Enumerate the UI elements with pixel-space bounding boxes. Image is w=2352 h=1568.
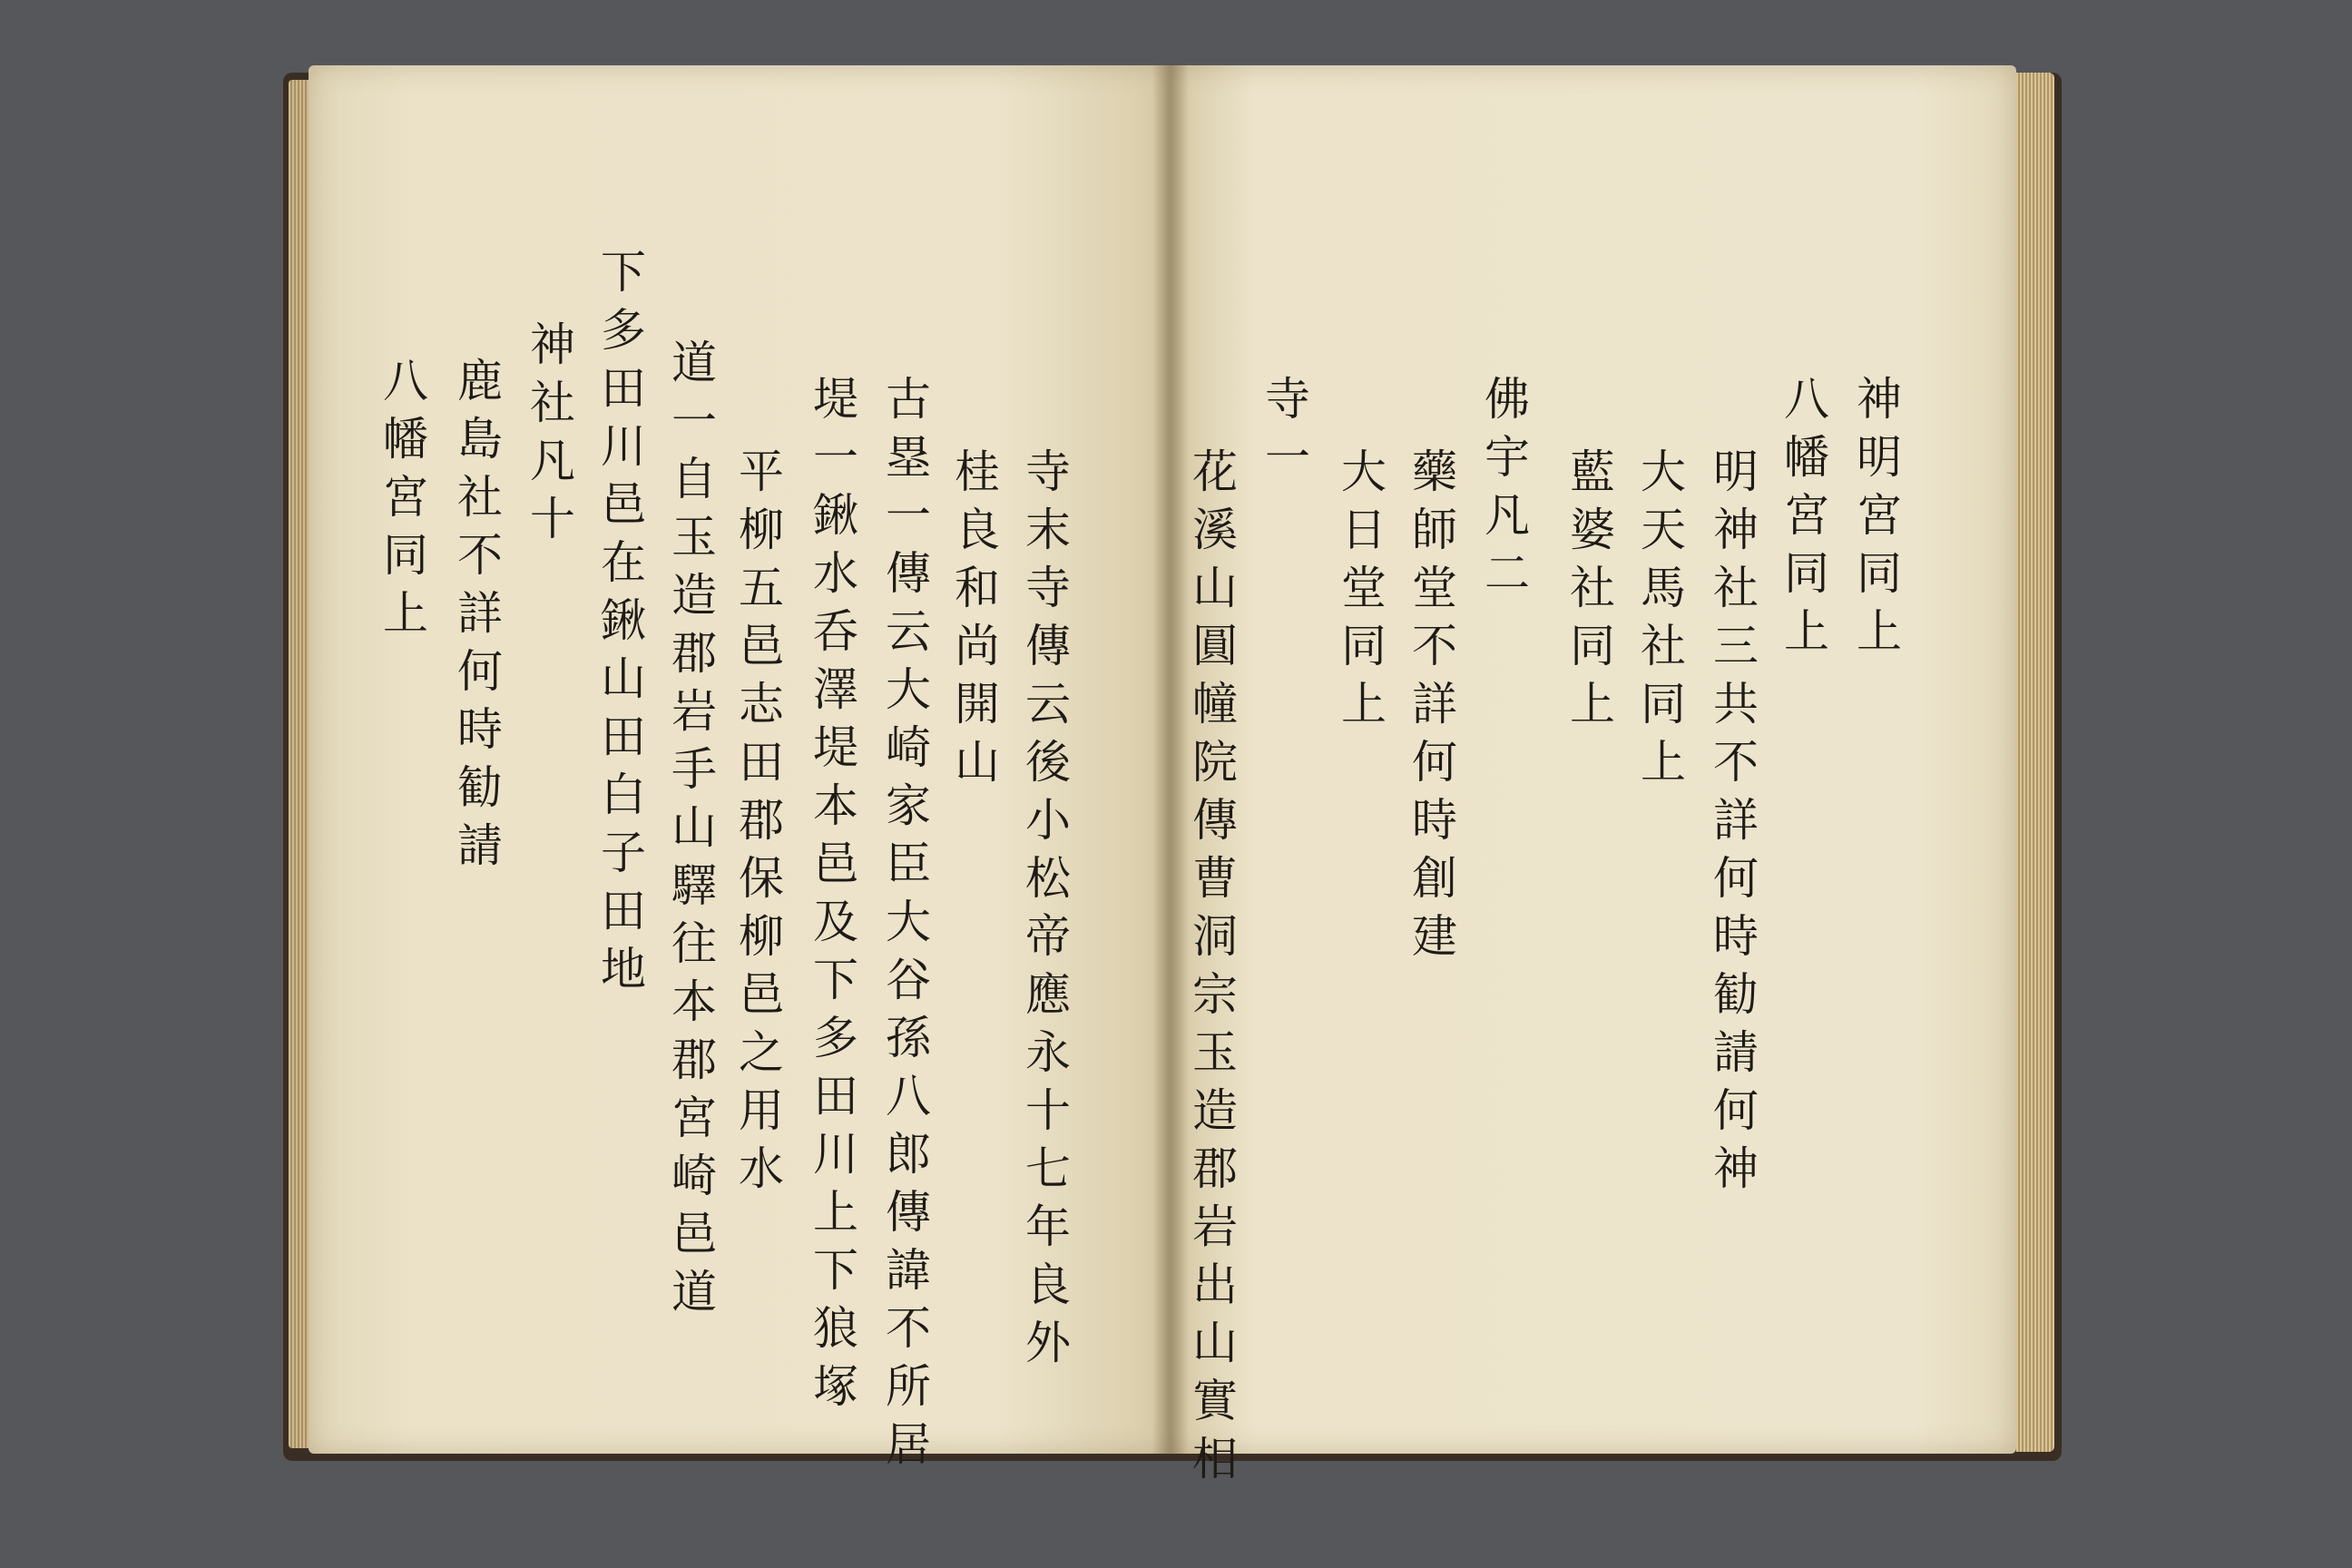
text-char: 上 — [1341, 678, 1387, 730]
text-char: 何 — [1713, 852, 1759, 905]
text-char: 島 — [457, 413, 503, 466]
text-char: 往 — [671, 917, 717, 970]
text-char: 同 — [1784, 547, 1829, 600]
text-char: 田 — [601, 710, 646, 763]
text-char: 永 — [1025, 1026, 1071, 1079]
text-char: 田 — [739, 736, 784, 789]
text-char: 郡 — [671, 627, 717, 680]
text-char: 白 — [601, 769, 646, 821]
text-char: 邑 — [671, 1208, 717, 1260]
text-char: 云 — [886, 605, 931, 658]
text-char: 時 — [1412, 794, 1457, 847]
text-char: 幢 — [1192, 678, 1238, 730]
text-char: 邑 — [739, 620, 784, 672]
text-char: 下 — [813, 1244, 858, 1297]
text-char: 三 — [1713, 620, 1759, 672]
left-page-column — [662, 334, 726, 1321]
text-char: 堤 — [813, 373, 858, 426]
text-char: 手 — [671, 743, 717, 796]
text-char: 幡 — [1784, 431, 1829, 484]
text-char: 洞 — [1192, 910, 1238, 963]
text-char: 上 — [1570, 678, 1615, 730]
text-char: 後 — [1025, 736, 1071, 789]
text-char: 堤 — [813, 721, 858, 774]
book-gutter — [1152, 65, 1189, 1454]
right-page-column — [1704, 443, 1768, 1198]
left-page-column — [804, 370, 867, 1416]
text-char: 孫 — [886, 1012, 931, 1064]
text-char: 帝 — [1025, 910, 1071, 963]
text-char: 同 — [1857, 547, 1902, 600]
text-char: 古 — [886, 373, 931, 426]
text-char: 一 — [1265, 431, 1310, 484]
text-char: 堂 — [1341, 562, 1387, 614]
text-char: 尚 — [955, 620, 1000, 672]
text-char: 建 — [1412, 910, 1457, 963]
text-char: 不 — [886, 1302, 931, 1355]
text-char: 上 — [813, 1186, 858, 1239]
text-char: 大 — [886, 896, 931, 948]
text-char: 同 — [383, 529, 428, 582]
right-page-column — [1256, 370, 1319, 486]
text-char: 傳 — [886, 1186, 931, 1239]
text-char: 明 — [1857, 431, 1902, 484]
text-char: 道 — [671, 337, 717, 389]
text-char: 川 — [601, 420, 646, 473]
text-char: 年 — [1025, 1200, 1071, 1253]
text-char: 婆 — [1570, 504, 1615, 556]
text-char: 自 — [671, 453, 717, 505]
text-char: 郡 — [1192, 1142, 1238, 1195]
text-char: 上 — [1784, 605, 1829, 658]
left-page-column — [592, 243, 655, 998]
text-char: 溪 — [1192, 504, 1238, 556]
text-char: 不 — [457, 529, 503, 582]
text-char: 寺 — [1265, 373, 1310, 426]
text-char: 明 — [1713, 446, 1759, 498]
text-char: 請 — [1713, 1026, 1759, 1079]
text-char: 藍 — [1570, 446, 1615, 498]
text-char: 詳 — [1713, 794, 1759, 847]
left-page-column — [521, 316, 584, 548]
text-char: 造 — [1192, 1084, 1238, 1137]
text-char: 柳 — [739, 504, 784, 556]
right-page-column — [1847, 370, 1911, 661]
left-page-column — [946, 443, 1009, 791]
text-char: 小 — [1025, 794, 1071, 847]
text-char: 澤 — [813, 663, 858, 716]
text-char: 同 — [1570, 620, 1615, 672]
text-char: 郡 — [671, 1034, 717, 1086]
text-char: 志 — [739, 678, 784, 730]
text-char: 十 — [530, 493, 575, 545]
text-char: 創 — [1412, 852, 1457, 905]
text-char: 郡 — [739, 794, 784, 847]
text-char: 之 — [739, 1026, 784, 1079]
text-char: 良 — [1025, 1259, 1071, 1311]
text-char: 何 — [457, 645, 503, 698]
text-char: 山 — [1192, 562, 1238, 614]
right-page-edges — [2016, 73, 2054, 1452]
text-char: 詳 — [1412, 678, 1457, 730]
text-char: 同 — [1641, 678, 1686, 730]
text-char: 不 — [1412, 620, 1457, 672]
text-char: 八 — [383, 355, 428, 407]
right-page-column — [1632, 443, 1695, 791]
text-char: 田 — [601, 885, 646, 937]
text-char: 上 — [1641, 736, 1686, 789]
text-char: 所 — [886, 1360, 931, 1413]
right-page-column — [1183, 443, 1247, 1488]
text-char: 一 — [813, 431, 858, 484]
text-char: 子 — [601, 827, 646, 879]
left-page — [309, 65, 1169, 1471]
text-char: 大 — [886, 663, 931, 716]
text-char: 邑 — [813, 838, 858, 890]
text-char: 一 — [671, 395, 717, 447]
text-char: 寺 — [1025, 446, 1071, 498]
text-char: 圓 — [1192, 620, 1238, 672]
text-char: 曹 — [1192, 852, 1238, 905]
text-char: 十 — [1025, 1084, 1071, 1137]
text-char: 鹿 — [457, 355, 503, 407]
text-char: 相 — [1192, 1433, 1238, 1485]
left-page-column — [374, 352, 437, 642]
text-char: 末 — [1025, 504, 1071, 556]
text-char: 何 — [1412, 736, 1457, 789]
left-page-column — [730, 443, 793, 1198]
text-char: 下 — [601, 246, 646, 299]
text-char: 日 — [1341, 504, 1387, 556]
right-page-column — [1775, 370, 1838, 661]
text-char: 狼 — [813, 1302, 858, 1355]
text-char: 邑 — [601, 478, 646, 531]
text-char: 凡 — [530, 435, 575, 487]
text-char: 地 — [601, 943, 646, 995]
text-char: 諱 — [886, 1244, 931, 1297]
text-char: 山 — [671, 801, 717, 854]
text-char: 多 — [601, 304, 646, 357]
text-char: 岩 — [671, 685, 717, 738]
text-char: 傳 — [1025, 620, 1071, 672]
text-char: 七 — [1025, 1142, 1071, 1195]
text-char: 天 — [1641, 504, 1686, 556]
text-char: 宇 — [1485, 431, 1530, 484]
right-page-column — [1332, 443, 1396, 733]
right-page — [1169, 65, 2016, 1485]
text-char: 和 — [955, 562, 1000, 614]
text-char: 桂 — [955, 446, 1000, 498]
text-char: 臣 — [886, 838, 931, 890]
text-char: 馬 — [1641, 562, 1686, 614]
right-page-column — [1475, 370, 1539, 603]
text-char: 神 — [530, 318, 575, 371]
text-char: 鍬 — [601, 594, 646, 647]
text-char: 保 — [739, 852, 784, 905]
text-char: 宗 — [1192, 968, 1238, 1021]
text-char: 在 — [601, 536, 646, 589]
text-char: 宮 — [383, 471, 428, 524]
text-char: 本 — [813, 779, 858, 832]
text-char: 家 — [886, 779, 931, 832]
text-char: 柳 — [739, 910, 784, 963]
text-char: 宮 — [1784, 489, 1829, 542]
text-char: 傳 — [886, 547, 931, 600]
text-char: 玉 — [671, 511, 717, 564]
text-char: 請 — [457, 819, 503, 872]
text-char: 外 — [1025, 1317, 1071, 1369]
text-char: 川 — [813, 1128, 858, 1181]
text-char: 山 — [955, 736, 1000, 789]
text-char: 勧 — [1713, 968, 1759, 1021]
text-char: 田 — [813, 1070, 858, 1122]
text-char: 山 — [601, 652, 646, 705]
text-char: 開 — [955, 678, 1000, 730]
text-char: 良 — [955, 504, 1000, 556]
text-char: 郎 — [886, 1128, 931, 1181]
text-char: 凡 — [1485, 489, 1530, 542]
text-char: 玉 — [1192, 1026, 1238, 1079]
text-char: 大 — [1641, 446, 1686, 498]
text-char: 一 — [886, 489, 931, 542]
text-char: 塁 — [886, 431, 931, 484]
text-char: 同 — [1341, 620, 1387, 672]
text-char: 社 — [457, 471, 503, 524]
text-char: 鍬 — [813, 489, 858, 542]
text-char: 神 — [1857, 373, 1902, 426]
text-char: 神 — [1713, 504, 1759, 556]
text-char: 造 — [671, 569, 717, 622]
text-char: 塚 — [813, 1360, 858, 1413]
text-char: 崎 — [886, 721, 931, 774]
text-char: 何 — [1713, 1084, 1759, 1137]
text-char: 八 — [886, 1070, 931, 1122]
text-char: 居 — [886, 1418, 931, 1471]
text-char: 松 — [1025, 852, 1071, 905]
text-char: 社 — [1570, 562, 1615, 614]
text-char: 藥 — [1412, 446, 1457, 498]
text-char: 實 — [1192, 1375, 1238, 1427]
text-char: 下 — [813, 954, 858, 1006]
text-char: 院 — [1192, 736, 1238, 789]
text-char: 山 — [1192, 1317, 1238, 1369]
text-char: 及 — [813, 896, 858, 948]
text-char: 堂 — [1412, 562, 1457, 614]
text-char: 花 — [1192, 446, 1238, 498]
text-char: 用 — [739, 1084, 784, 1137]
text-char: 谷 — [886, 954, 931, 1006]
right-page-column — [1403, 443, 1466, 965]
text-char: 宮 — [1857, 489, 1902, 542]
text-char: 應 — [1025, 968, 1071, 1021]
text-char: 師 — [1412, 504, 1457, 556]
text-char: 驛 — [671, 859, 717, 912]
text-char: 寺 — [1025, 562, 1071, 614]
text-char: 時 — [457, 703, 503, 756]
text-char: 岩 — [1192, 1200, 1238, 1253]
text-char: 共 — [1713, 678, 1759, 730]
left-page-column — [448, 352, 512, 875]
text-char: 大 — [1341, 446, 1387, 498]
text-char: 呑 — [813, 605, 858, 658]
text-char: 多 — [813, 1012, 858, 1064]
text-char: 上 — [383, 587, 428, 640]
text-char: 時 — [1713, 910, 1759, 963]
text-char: 詳 — [457, 587, 503, 640]
text-char: 平 — [739, 446, 784, 498]
text-char: 社 — [530, 377, 575, 429]
text-char: 不 — [1713, 736, 1759, 789]
text-char: 佛 — [1485, 373, 1530, 426]
text-char: 邑 — [739, 968, 784, 1021]
text-char: 上 — [1857, 605, 1902, 658]
text-char: 社 — [1641, 620, 1686, 672]
text-char: 崎 — [671, 1150, 717, 1202]
text-char: 神 — [1713, 1142, 1759, 1195]
left-page-column — [877, 370, 940, 1474]
left-page-edges — [289, 80, 310, 1448]
text-char: 五 — [739, 562, 784, 614]
text-char: 八 — [1784, 373, 1829, 426]
text-char: 水 — [813, 547, 858, 600]
text-char: 出 — [1192, 1259, 1238, 1311]
text-char: 田 — [601, 362, 646, 415]
text-char: 幡 — [383, 413, 428, 466]
text-char: 傳 — [1192, 794, 1238, 847]
right-page-column — [1561, 443, 1624, 733]
text-char: 水 — [739, 1142, 784, 1195]
text-char: 云 — [1025, 678, 1071, 730]
text-char: 勧 — [457, 761, 503, 814]
text-char: 二 — [1485, 547, 1530, 600]
text-char: 宮 — [671, 1092, 717, 1144]
text-char: 社 — [1713, 562, 1759, 614]
text-char: 道 — [671, 1266, 717, 1318]
left-page-column — [1016, 443, 1080, 1372]
text-char: 本 — [671, 975, 717, 1028]
